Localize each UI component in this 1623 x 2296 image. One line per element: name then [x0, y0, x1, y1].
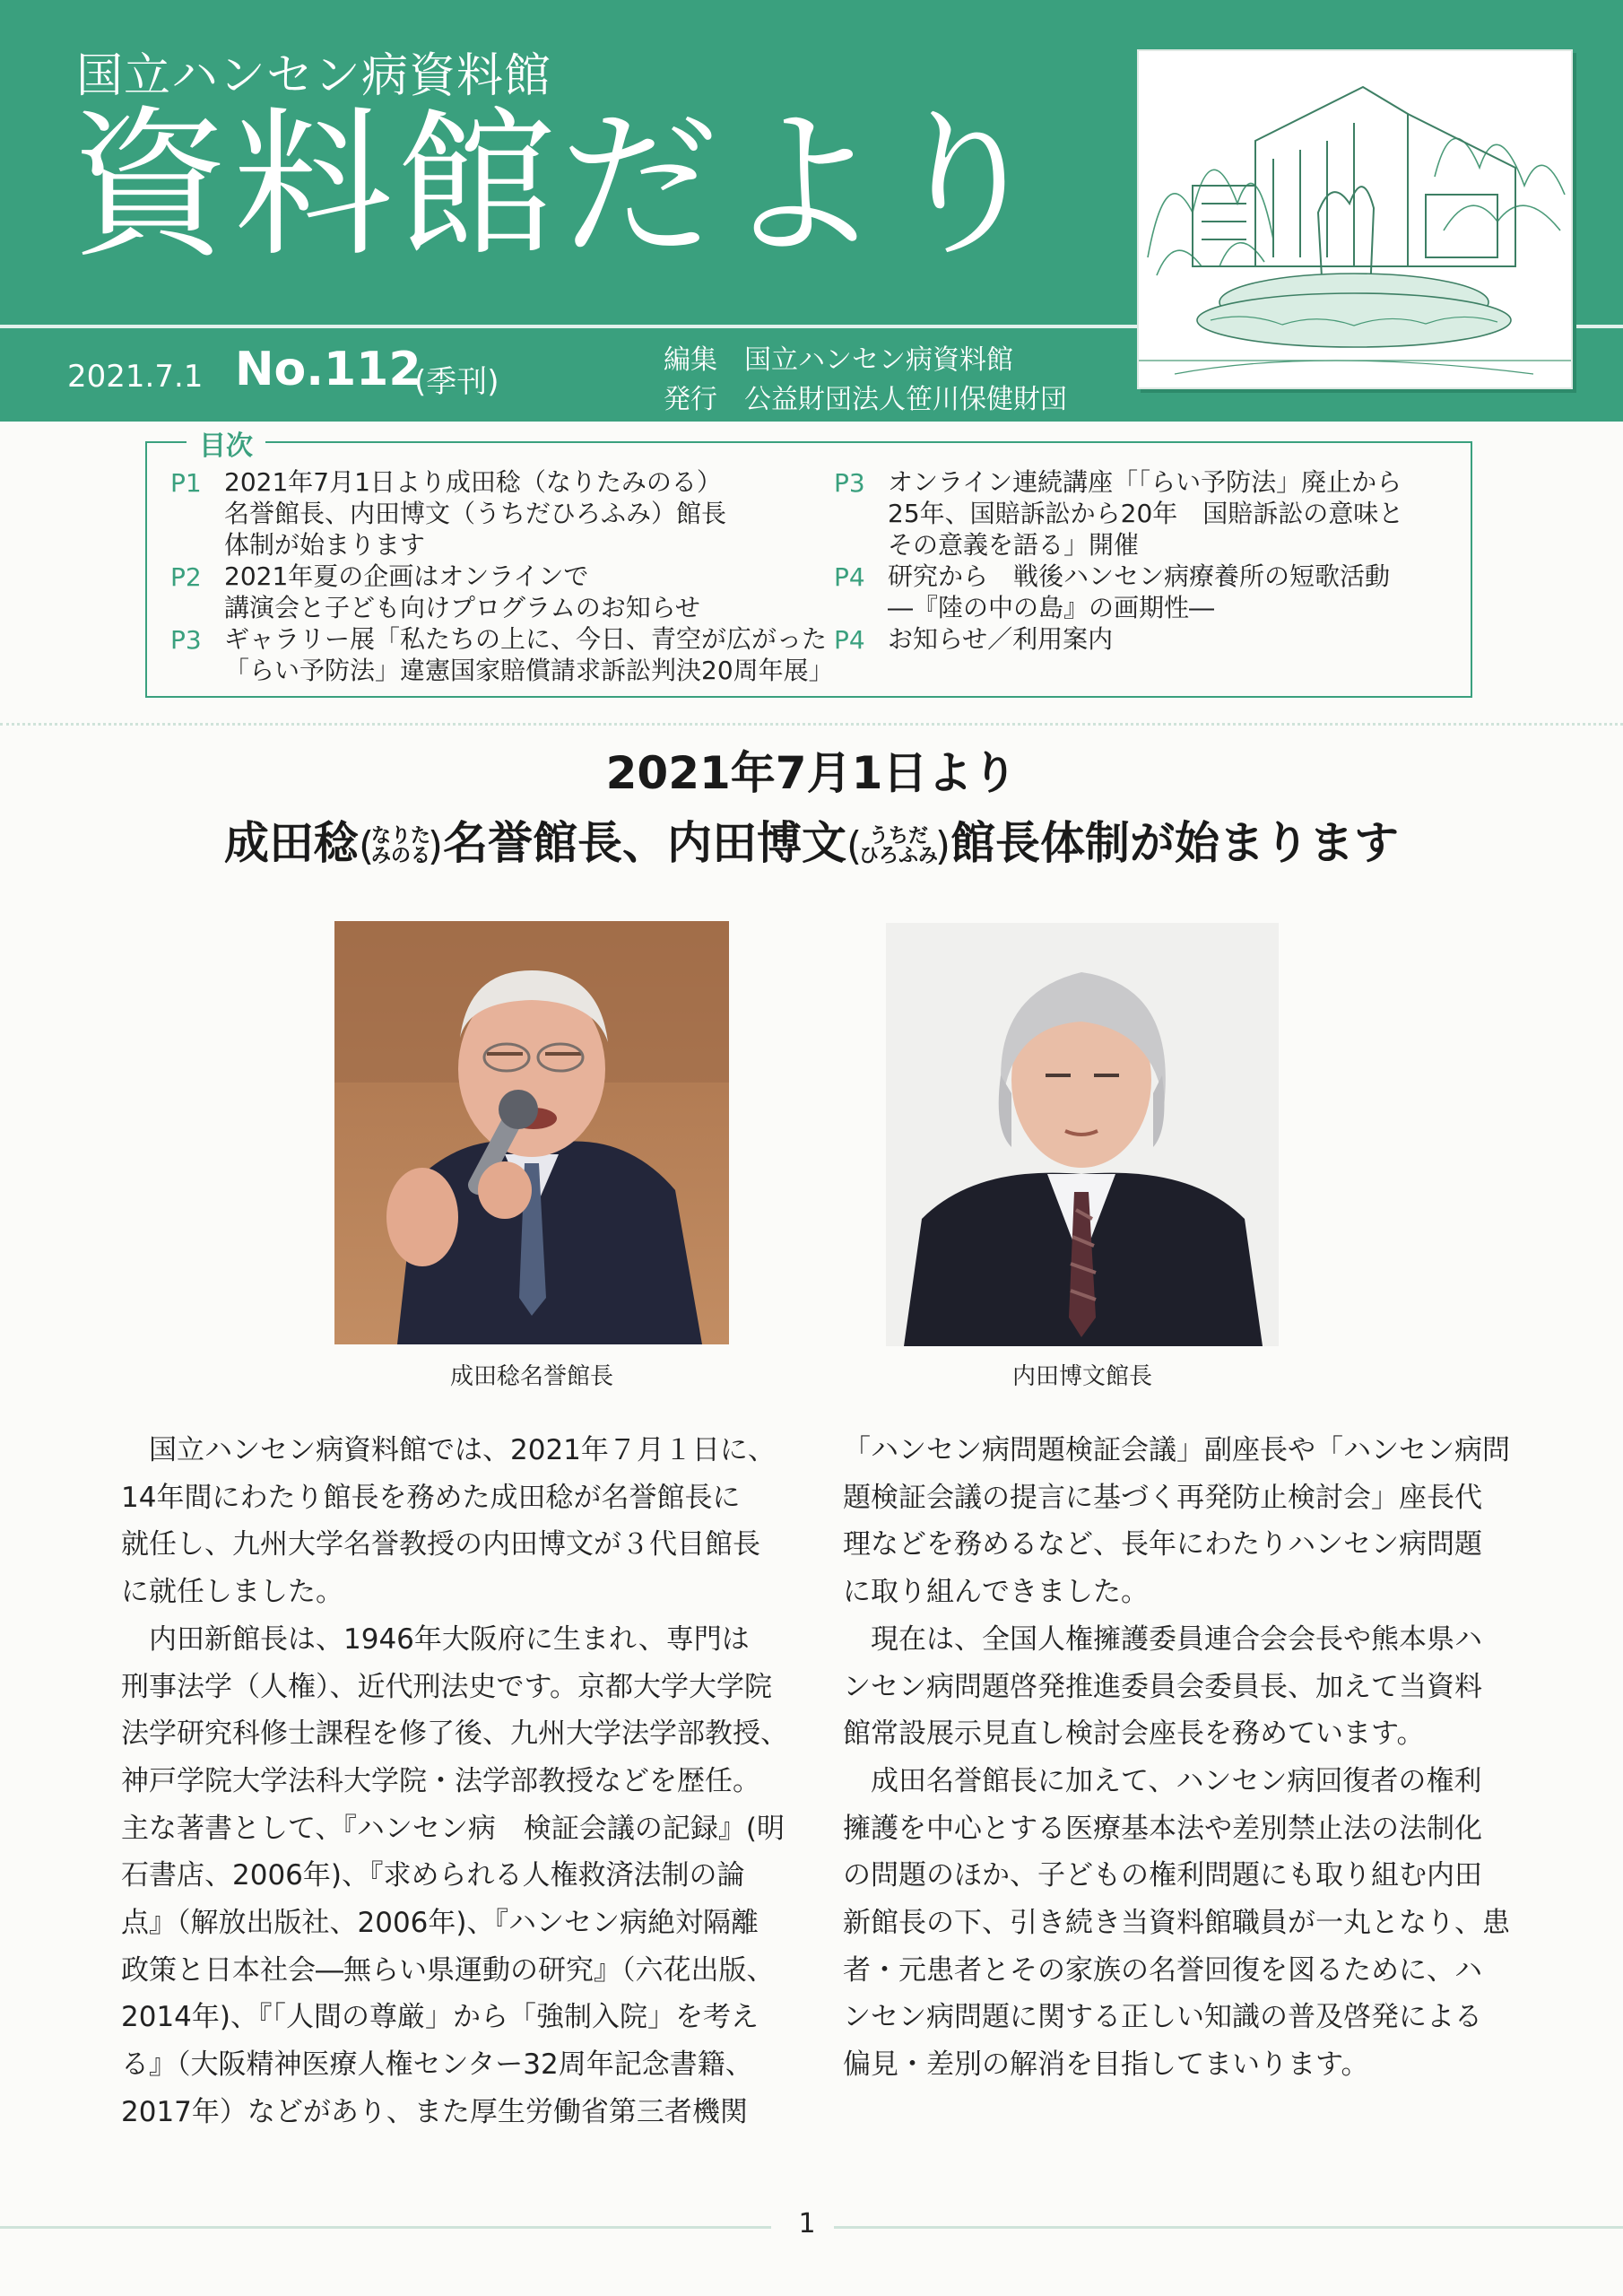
furigana-top: うちだ [869, 824, 929, 848]
furigana-uchida [846, 824, 950, 867]
page-number: 1 [798, 2208, 816, 2239]
toc-entry-line: その意義を語る」開催 [888, 530, 1140, 560]
article-headline: 2021年7月1日より [605, 747, 1018, 799]
body-line: ンセン病問題啓発推進委員会委員長、加えて当資料 [843, 1670, 1482, 1703]
publisher-value: 公益財団法人笹川保健財団 [744, 384, 1067, 415]
article-subheadline [0, 807, 1623, 872]
furigana-narita [359, 824, 443, 867]
body-line: 国立ハンセン病資料館では、2021年７月１日に、 [121, 1434, 776, 1466]
furigana-bottom: みのる [370, 844, 430, 867]
toc-entry-line: 「らい予防法」違憲国家賠償請求訴訟判決20周年展」 [224, 656, 834, 685]
body-line: 館常設展示見直し検討会座長を務めています。 [843, 1718, 1425, 1751]
toc-entry-line: 研究から 戦後ハンセン病療養所の短歌活動 [888, 561, 1391, 591]
toc-entry-line: ―『陸の中の島』の画期性― [888, 593, 1215, 622]
toc-page-number: P4 [834, 562, 865, 592]
body-line: 石書店、2006年)、『求められる人権救済法制の論 [121, 1859, 745, 1892]
toc-entry-line: 25年、国賠訴訟から20年 国賠訴訟の意味と [888, 499, 1404, 528]
body-line: 主な著書として、『ハンセン病 検証会議の記録』(明 [121, 1812, 785, 1845]
issue-type: (季刊) [414, 364, 499, 400]
toc-page-number: P3 [170, 625, 202, 655]
issue-number: No.112 [235, 343, 421, 396]
body-line: 題検証会議の提言に基づく再発防止検討会」座長代 [843, 1481, 1482, 1514]
toc-title: 目次 [187, 423, 265, 463]
newsletter-title: 資料館だより [70, 92, 1049, 278]
body-line: に就任しました。 [121, 1576, 343, 1609]
body-line: 就任し、九州大学名誉教授の内田博文が３代目館長 [121, 1528, 760, 1561]
toc-entry-line: 講演会と子ども向けプログラムのお知らせ [224, 593, 700, 622]
article-column-right [843, 1427, 1524, 2089]
body-line: の問題のほか、子どもの権利問題にも取り組む内田 [843, 1859, 1482, 1892]
furigana-top: なりた [370, 824, 430, 848]
photo-uchida [886, 923, 1279, 1346]
toc-entry-line: 体制が始まります [224, 530, 426, 560]
editor-value: 国立ハンセン病資料館 [744, 344, 1013, 376]
footer-divider [834, 2226, 1623, 2229]
body-line: 成田名誉館長に加えて、ハンセン病回復者の権利 [843, 1764, 1482, 1797]
issue-date: 2021.7.1 [67, 359, 204, 395]
photo-caption-uchida: 内田博文館長 [1011, 1363, 1152, 1390]
body-line: 神戸学院大学法科大学院・法学部教授などを歴任。 [121, 1764, 760, 1797]
body-line: 内田新館長は、1946年大阪府に生まれ、専門は [121, 1622, 750, 1656]
body-line: 偏見・差別の解消を目指してまいります。 [843, 2048, 1369, 2082]
toc-page-number: P4 [834, 625, 865, 655]
photo-caption-narita: 成田稔名誉館長 [449, 1363, 613, 1390]
headline-name-uchida: 名誉館長、内田博文 [443, 817, 846, 869]
body-line: 点』（解放出版社、2006年)、『ハンセン病絶対隔離 [121, 1907, 759, 1940]
toc-entry-line: ギャラリー展「私たちの上に、今日、青空が広がった [224, 624, 828, 654]
publisher-label: 発行 [664, 384, 717, 415]
body-line: 擁護を中心とする医療基本法や差別禁止法の法制化 [843, 1812, 1482, 1845]
toc-page-number: P3 [834, 468, 865, 498]
body-line: 理などを務めるなど、長年にわたりハンセン病問題 [843, 1528, 1482, 1561]
body-line: 法学研究科修士課程を修了後、九州大学法学部教授、 [121, 1718, 788, 1751]
body-line: 刑事法学（人権）、近代刑法史です。京都大学大学院 [121, 1670, 773, 1703]
body-line: 2017年）などがあり、また厚生労働省第三者機関 [121, 2095, 748, 2128]
body-line: 政策と日本社会―無らい県運動の研究』（六花出版、 [121, 1953, 775, 1987]
toc-entry-line: 2021年7月1日より成田稔（なりたみのる） [224, 467, 722, 497]
toc-page-number: P1 [170, 468, 202, 498]
body-line: に取り組んできました。 [843, 1576, 1149, 1609]
body-line: 者・元患者とその家族の名誉回復を図るために、ハ [843, 1953, 1482, 1987]
body-line: 現在は、全国人権擁護委員連合会会長や熊本県ハ [843, 1622, 1482, 1656]
section-divider [0, 723, 1623, 726]
body-line: ンセン病問題に関する正しい知識の普及啓発による [843, 2001, 1482, 2034]
headline-tail: 館長体制が始まります [950, 817, 1400, 869]
museum-building-illustration [1137, 49, 1573, 389]
footer-divider [0, 2226, 771, 2229]
body-line: る』（大阪精神医療人権センター32周年記念書籍、 [121, 2048, 753, 2082]
toc-entry-line: 2021年夏の企画はオンラインで [224, 561, 589, 591]
body-line: 2014年)、『「人間の尊厳」から「強制入院」を考え [121, 2001, 759, 2034]
body-line: 14年間にわたり館長を務めた成田稔が名誉館長に [121, 1481, 741, 1514]
organization-name: 国立ハンセン病資料館 [76, 49, 552, 103]
editor-label: 編集 [664, 344, 717, 376]
article-column-left [121, 1427, 803, 2136]
body-line: 「ハンセン病問題検証会議」副座長や「ハンセン病問 [843, 1434, 1510, 1466]
toc-entry-line: お知らせ／利用案内 [888, 624, 1114, 654]
body-line: 新館長の下、引き続き当資料館職員が一丸となり、患 [843, 1907, 1510, 1940]
furigana-bottom: ひろふみ [859, 844, 939, 867]
headline-name-narita: 成田稔 [223, 817, 359, 869]
toc-entry-line: オンライン連続講座「「らい予防法」廃止から [888, 467, 1402, 497]
toc-page-number: P2 [170, 562, 202, 592]
photo-narita [334, 921, 729, 1344]
toc-entry-line: 名誉館長、内田博文（うちだひろふみ）館長 [224, 499, 727, 528]
